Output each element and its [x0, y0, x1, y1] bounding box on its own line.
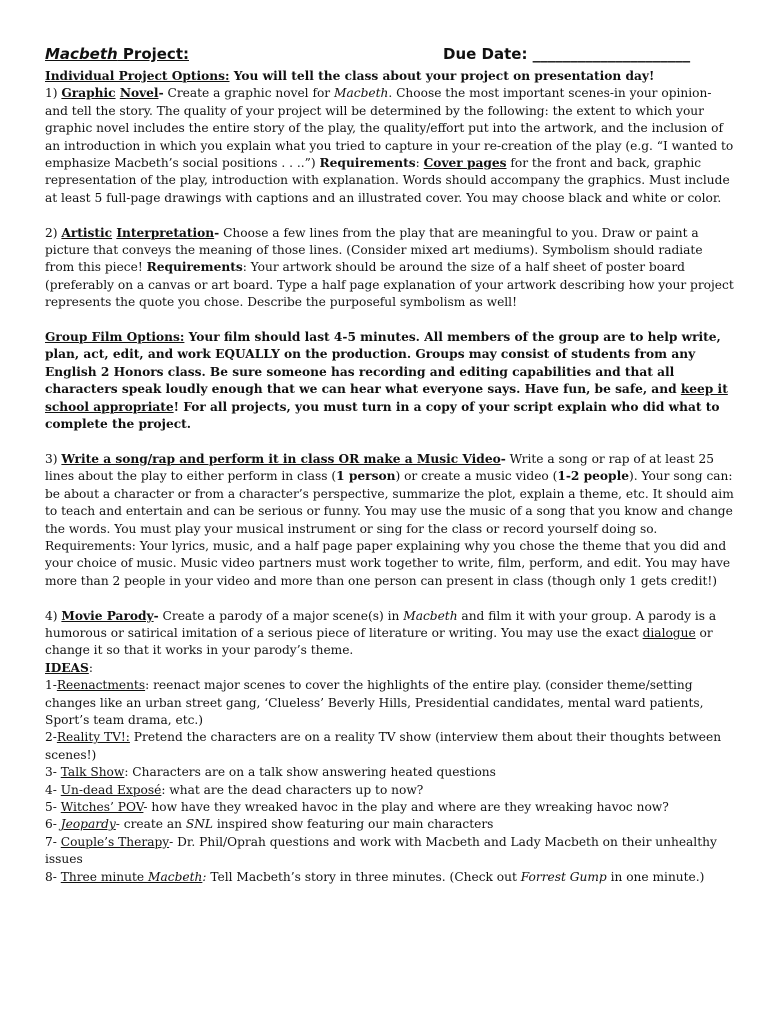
option-3-one-two-people: 1-2 people [557, 469, 629, 484]
idea-item-couples-therapy [45, 834, 735, 869]
idea-label: Un-dead Exposé [60, 782, 162, 797]
idea-label-b: Macbeth [148, 869, 203, 884]
idea-number: 8- [45, 869, 61, 884]
idea-item [45, 782, 735, 799]
option-1-text-3: for the front and back, graphic representation of the play, introduction with explanation. Words should accompany the graphics. Must include at least 5 full-page drawings with captions and an illustrated cover. You may choose black and white or color. [45, 156, 730, 205]
option-2-artistic-interpretation [45, 225, 735, 312]
option-2-number: 2) [45, 225, 62, 240]
spacer [45, 434, 735, 451]
ideas-heading-line [45, 660, 735, 677]
idea-forrest-gump: Forrest Gump [520, 869, 607, 884]
spacer [45, 312, 735, 329]
option-2-text-1: Choose a few lines from the play that are meaningful to you. Draw or paint a picture that conveys the meaning of those lines. (Consider mixed art mediums). Symbolism should radiate from this piece! [45, 225, 703, 275]
spacer [45, 590, 735, 607]
option-4-text-1: Create a parody of a major scene(s) in [158, 608, 404, 623]
idea-number: 7- [45, 834, 61, 849]
option-1-italic: Macbeth [334, 86, 389, 101]
option-2-name-b: Interpretation [116, 225, 215, 240]
due-date-label: Due Date: [443, 45, 533, 63]
idea-number: 6- [45, 817, 61, 832]
idea-text-2: inspired show featuring our main characters [213, 817, 494, 832]
option-1-text-1: Create a graphic novel for [163, 86, 335, 101]
ideas-heading: IDEAS [45, 660, 89, 675]
due-date [443, 46, 690, 63]
option-1-name-b: Novel [119, 86, 159, 101]
idea-text-1: Tell Macbeth’s story in three minutes. (Check out [206, 869, 521, 884]
option-1-colon: : [415, 156, 424, 171]
option-3-name: Write a song/rap and perform it in class OR make a Music Video [61, 451, 501, 466]
title-row [45, 46, 735, 68]
option-1-cover-pages: Cover pages [423, 156, 507, 171]
idea-label: Witches’ POV [60, 800, 144, 814]
idea-label-a: Three minute [60, 869, 148, 884]
option-4-dash: - [153, 608, 159, 623]
idea-text: Pretend the characters are on a reality TV show (interview them about their thoughts between scenes!) [45, 730, 722, 762]
option-3-text-2: ) or create a music video ( [395, 469, 558, 484]
option-4-number: 4) [45, 608, 62, 623]
individual-options-intro [45, 68, 735, 85]
individual-heading: Individual Project Options: [45, 69, 230, 83]
idea-snl: SNL [185, 817, 213, 832]
option-3-text-3: ). Your song can: be about a character or from a character’s perspective, summarize the plot, explain a theme, etc. It should aim to teach and entertain and can be serious or funny. You may use the music of a song that you know and change the words. You must play your musical instrument or sing for the class or record yourself doing so. Requirements: Your lyrics, music, and a half page paper explaining why you chose the theme that you did and your choice of music. Music video partners must work together to write, film, perform, and edit. You may have more than 2 people in your video and more than one person can present in class (though only 1 gets credit!) [45, 469, 734, 588]
ideas-colon: : [88, 660, 93, 675]
option-4-name: Movie Parody [61, 608, 154, 623]
group-heading: Group Film Options: [45, 330, 185, 345]
spacer [45, 207, 735, 224]
page-title [45, 46, 189, 63]
option-3-number: 3) [45, 451, 62, 466]
idea-label-c: : [202, 869, 207, 884]
option-2-name-a: Artistic [61, 225, 113, 240]
option-3-text-1: Write a song or rap of at least 25 lines about the play to either perform in class ( [45, 451, 715, 484]
idea-text: : reenact major scenes to cover the highlights of the entire play. (consider theme/setting changes like an urban street gang, ‘Clueless’ Beverly Hills, Presidential candidates, mental ward patients, Sport’s team drama, etc.) [45, 678, 704, 727]
idea-text: : what are the dead characters up to now? [161, 782, 424, 797]
idea-item-three-minute [45, 869, 735, 886]
idea-number: 3- [45, 765, 61, 780]
idea-label: Couple’s Therapy [60, 834, 170, 849]
idea-label: Jeopardy [60, 817, 116, 832]
title-italic: Macbeth [45, 45, 118, 63]
idea-number: 5- [45, 800, 61, 814]
option-2-requirements-label: Requirements [146, 260, 243, 275]
idea-number: 2- [45, 730, 57, 745]
option-3-one-person: 1 person [336, 469, 396, 484]
group-keep-appropriate: keep it school appropriate [45, 382, 728, 414]
option-1-requirements-label: Requirements [319, 156, 416, 171]
idea-item [45, 764, 735, 781]
idea-label: Talk Show [60, 765, 125, 780]
individual-intro-text: You will tell the class about your project on presentation day! [229, 69, 655, 83]
idea-text-1: - create an [115, 817, 186, 832]
option-2-dash: - [214, 225, 220, 240]
idea-item [45, 799, 735, 816]
option-2-text-2: : Your artwork should be around the size of a half sheet of poster board (preferably on a canvas or art board. Type a half page explanation of your artwork describing how your project represents the quote you chose. Describe the purposeful symbolism as well! [45, 260, 734, 310]
idea-item-jeopardy [45, 816, 735, 833]
option-3-dash: - [500, 451, 506, 466]
idea-number: 4- [45, 782, 61, 797]
option-1-graphic-novel [45, 85, 735, 207]
idea-item [45, 677, 735, 729]
option-1-text-2: . Choose the most important scenes-in your opinion- and tell the story. The quality of your project will be determined by the following: the extent to which your graphic novel includes the entire story of the play, the quality/effort put into the artwork, and the inclusion of an introduction in which you explain what you tried to capture in your re-creation of the play (e.g. “I wanted to emphasize Macbeth’s social positions . . ..”) [45, 86, 734, 171]
option-4-text-2: and film it with your group. A parody is a humorous or satirical imitation of a serious piece of literature or writing. You may use the exact [45, 608, 717, 640]
idea-number: 1- [45, 678, 57, 693]
idea-text: - how have they wreaked havoc in the play and where are they wreaking havoc now? [143, 800, 669, 814]
idea-item [45, 729, 735, 764]
group-film-options [45, 329, 735, 433]
group-text-1: Your film should last 4-5 minutes. All members of the group are to help write, plan, act, edit, and work EQUALLY on the production. Groups may consist of students from any English 2 Honors class. Be sure someone has recording and editing capabilities and that all characters speak loudly enough that we can hear what everyone says. Have fun, be safe, and [45, 330, 721, 397]
group-text-2: ! For all projects, you must turn in a copy of your script explain who did what to complete the project. [45, 399, 720, 432]
idea-text-2: in one minute.) [606, 869, 705, 884]
document-page [45, 46, 735, 886]
option-4-italic: Macbeth [403, 608, 458, 623]
option-4-movie-parody [45, 608, 735, 660]
option-4-dialogue: dialogue [642, 625, 696, 640]
idea-text: - Dr. Phil/Oprah questions and work with Macbeth and Lady Macbeth on their unhealthy issues [45, 834, 717, 867]
due-date-blank: _____________________ [532, 45, 691, 63]
option-4-text-3: or change it so that it works in your parody’s theme. [45, 625, 713, 658]
option-1-number: 1) [45, 86, 62, 101]
idea-label: Reality TV!: [56, 730, 130, 745]
option-1-name-a: Graphic [61, 86, 116, 101]
option-3-song-rap [45, 451, 735, 590]
option-1-dash: - [158, 86, 164, 101]
title-rest: Project: [117, 45, 189, 63]
idea-text: : Characters are on a talk show answering heated questions [124, 765, 496, 780]
idea-label: Reenactments [56, 678, 146, 693]
